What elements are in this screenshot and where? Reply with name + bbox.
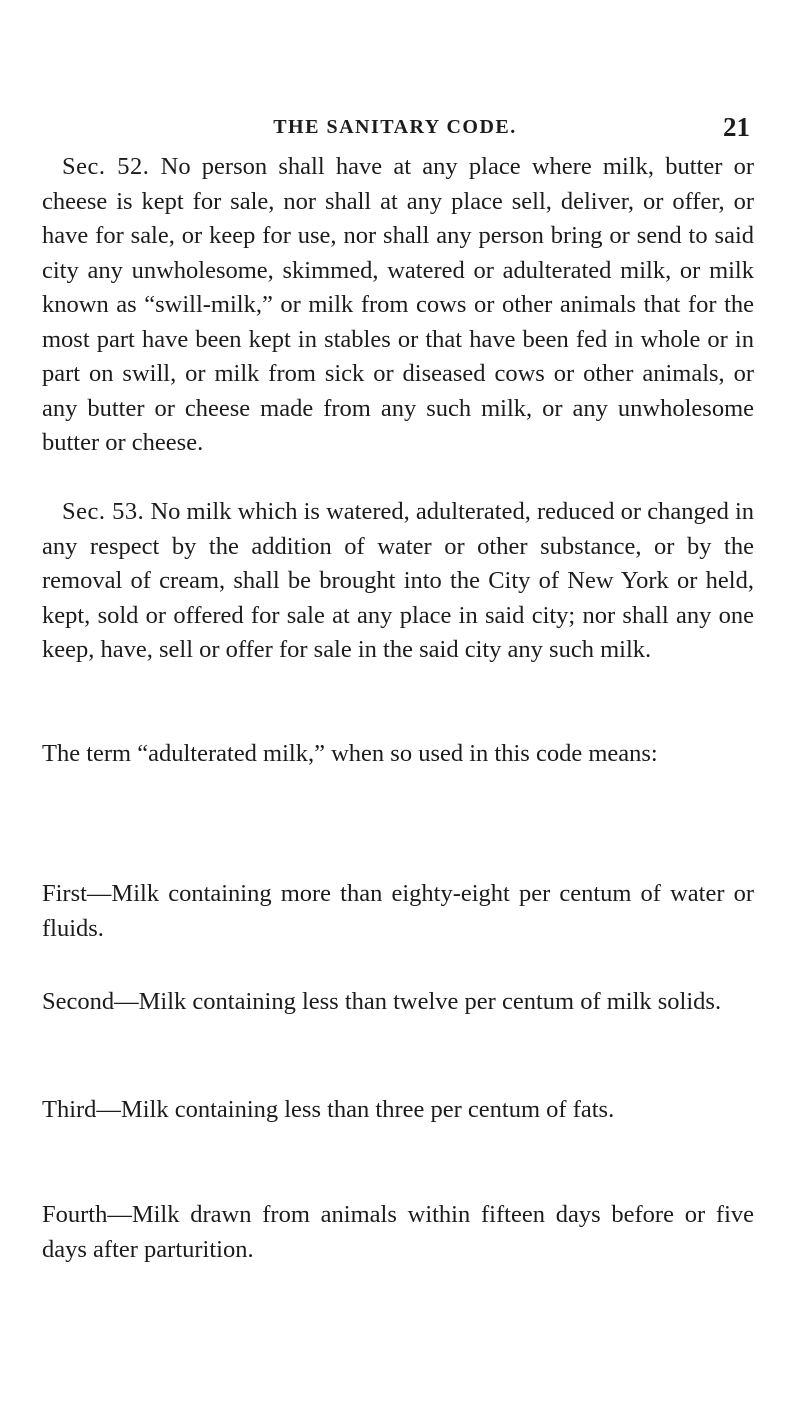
section-53: [42, 495, 754, 668]
definition-item-third: Third—Milk containing less than three per centum of fats.: [42, 1096, 615, 1123]
running-title: THE SANITARY CODE.: [273, 116, 517, 138]
definition-item-fourth: Fourth—Milk drawn from animals within fifteen days before or five days after parturition.: [42, 1201, 754, 1263]
page-number: 21: [723, 112, 750, 142]
running-head: [40, 112, 750, 142]
section-label: Sec. 52.: [62, 153, 150, 180]
section-text: No person shall have at any place where milk, butter or cheese is kept for sale, nor shall at any place sell, deliver, or offer, or have for sale, or keep for use, nor shall any person bring or send to said city any unwholesome, skimmed, watered or adulterated milk, or milk known as “swill-milk,” or milk from cows or other animals that for the most part have been kept in stables or that have been fed in whole or in part on swill, or milk from sick or diseased cows or other animals, or any butter or cheese made from any such milk, or any unwholesome butter or cheese.: [42, 153, 755, 456]
definition-item-second: Second—Milk containing less than twelve per centum of milk solids.: [42, 988, 722, 1015]
definition-item-first: First—Milk containing more than eighty-eight per centum of water or fluids.: [42, 880, 754, 942]
section-52: [42, 150, 754, 461]
section-label: Sec. 53.: [62, 498, 145, 525]
section-text: No milk which is watered, adulterated, reduced or changed in any respect by the addition of water or other substance, or by the removal of cream, shall be brought into the City of New York or held, kept, sold or offered for sale at any place in said city; nor shall any one keep, have, sell or offer for sale in the said city any such milk.: [42, 498, 755, 663]
definition-intro: The term “adulterated milk,” when so used in this code means:: [42, 740, 658, 767]
